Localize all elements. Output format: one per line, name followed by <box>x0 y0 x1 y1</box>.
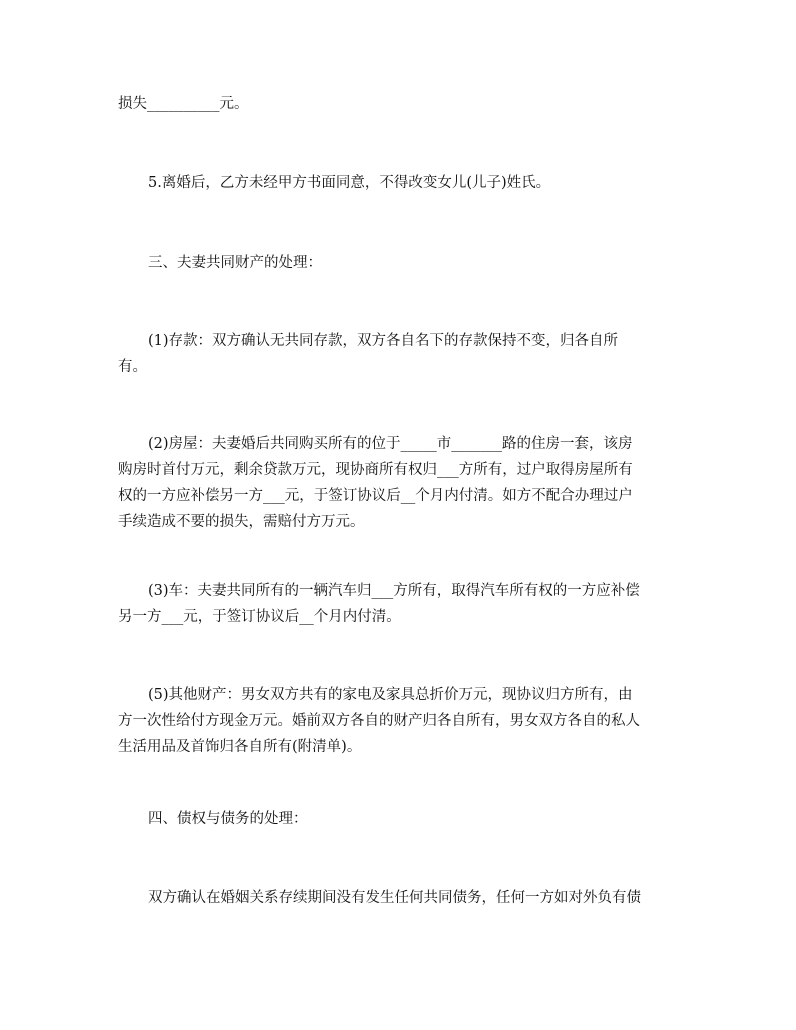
text-line: 手续造成不要的损失，需赔付方万元。 <box>118 514 365 530</box>
text-line: 购房时首付万元，剩余贷款万元，现协商所有权归___方所有，过户取得房屋所有 <box>118 462 633 478</box>
section-heading-debts <box>118 806 680 832</box>
text-line: 四、债权与债务的处理： <box>148 811 308 827</box>
text-line: 生活用品及首饰归各自所有(附清单)。 <box>118 739 362 755</box>
text-line: 权的一方应补偿另一方___元，于签订协议后__个月内付清。如方不配合办理过户 <box>118 488 633 504</box>
paragraph-surname-clause <box>118 170 680 196</box>
text-line: (5)其他财产：男女双方共有的家电及家具总折价万元，现协议归方所有，由 <box>148 687 633 703</box>
text-line: 有。 <box>118 359 147 375</box>
paragraph-savings <box>118 328 680 380</box>
text-line: 损失__________元。 <box>118 96 249 112</box>
paragraph-loss-amount <box>118 91 680 117</box>
text-line: 双方确认在婚姻关系存续期间没有发生任何共同债务，任何一方如对外负有债 <box>148 890 641 906</box>
text-line: 另一方___元，于签订协议后__个月内付清。 <box>118 609 401 625</box>
section-heading-joint-property <box>118 250 680 276</box>
text-line: (2)房屋：夫妻婚后共同购买所有的位于_____市_______路的住房一套，该房 <box>148 436 633 452</box>
paragraph-car <box>118 578 680 630</box>
text-line: (3)车：夫妻共同所有的一辆汽车归___方所有，取得汽车所有权的一方应补偿 <box>148 583 640 599</box>
text-line: 5.离婚后，乙方未经甲方书面同意，不得改变女儿(儿子)姓氏。 <box>148 175 551 191</box>
paragraph-debts <box>118 885 680 911</box>
text-line: 三、夫妻共同财产的处理： <box>148 255 322 271</box>
text-line: (1)存款：双方确认无共同存款，双方各自名下的存款保持不变，归各自所 <box>148 333 619 349</box>
paragraph-house <box>118 431 680 535</box>
paragraph-other-property <box>118 682 680 760</box>
text-line: 方一次性给付方现金万元。婚前双方各自的财产归各自所有，男女双方各自的私人 <box>118 713 640 729</box>
